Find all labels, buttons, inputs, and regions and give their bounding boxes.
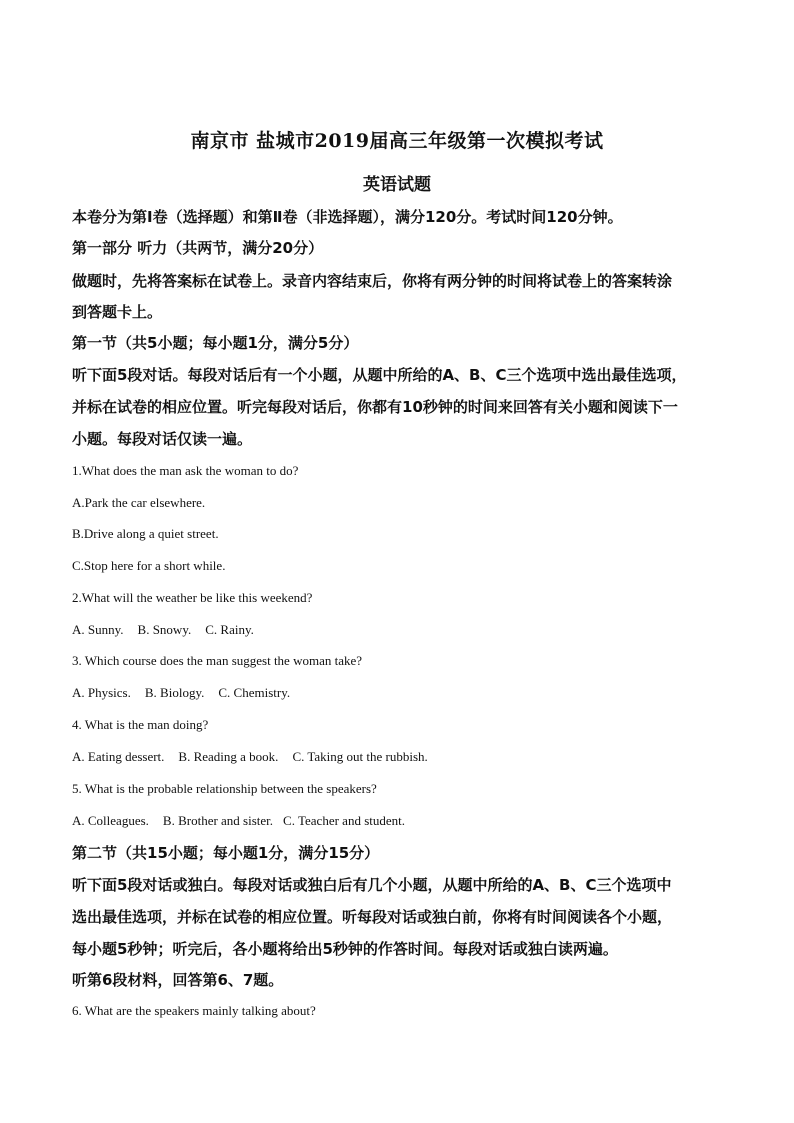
question-2-option-c: C. Rainy.	[205, 622, 254, 637]
section1-instruction-line-2: 并标在试卷的相应位置。听完每段对话后，你都有10秒钟的时间来回答有关小题和阅读下一	[72, 398, 678, 416]
question-5: 5. What is the probable relationship between the speakers?	[72, 781, 377, 796]
question-4-option-a: A. Eating dessert.	[72, 749, 165, 764]
question-4-option-c: C. Taking out the rubbish.	[292, 749, 428, 764]
question-6: 6. What are the speakers mainly talking about?	[72, 1003, 316, 1018]
question-3-option-c: C. Chemistry.	[218, 685, 291, 700]
question-2-options	[72, 621, 732, 639]
question-4: 4. What is the man doing?	[72, 717, 209, 732]
question-3-option-a: A. Physics.	[72, 685, 131, 700]
part1-instruction-line-1: 做题时，先将答案标在试卷上。录音内容结束后，你将有两分钟的时间将试卷上的答案转涂	[72, 272, 673, 290]
section2-instruction-line-3: 每小题5秒钟；听完后，各小题将给出5秒钟的作答时间。每段对话或独白读两遍。	[72, 940, 618, 958]
question-3-option-b: B. Biology.	[144, 685, 205, 700]
section1-title: 第一节（共5小题；每小题1分，满分5分）	[72, 334, 359, 352]
exam-subtitle: 英语试题	[363, 175, 431, 195]
question-4-option-b: B. Reading a book.	[178, 749, 279, 764]
question-5-option-b: B. Brother and sister.	[162, 813, 274, 828]
question-3-options	[72, 684, 732, 702]
section2-instruction-line-1: 听下面5段对话或独白。每段对话或独白后有几个小题，从题中所给的A、B、C三个选项中	[72, 876, 672, 894]
question-4-options	[72, 748, 732, 766]
section1-instruction-line-1: 听下面5段对话。每段对话后有一个小题，从题中所给的A、B、C三个选项中选出最佳选项，	[72, 366, 687, 384]
exam-title: 南京市 盐城市2019届高三年级第一次模拟考试	[190, 130, 604, 152]
question-1-option-b: B.Drive along a quiet street.	[72, 526, 219, 541]
question-5-option-c: C. Teacher and student.	[283, 813, 405, 828]
question-1-option-a: A.Park the car elsewhere.	[72, 495, 206, 510]
section2-instruction-line-2: 选出最佳选项，并标在试卷的相应位置。听每段对话或独白前，你将有时间阅读各个小题，	[72, 908, 673, 926]
material-6-instruction: 听第6段材料，回答第6、7题。	[72, 971, 284, 989]
paper-note: 本卷分为第Ⅰ卷（选择题）和第Ⅱ卷（非选择题），满分120分。考试时间120分钟。	[72, 208, 623, 226]
question-2-option-b: B. Snowy.	[137, 622, 192, 637]
section2-title: 第二节（共15小题；每小题1分，满分15分）	[72, 844, 380, 862]
question-1: 1.What does the man ask the woman to do?	[72, 463, 299, 478]
question-5-options	[72, 812, 732, 830]
question-5-option-a: A. Colleagues.	[72, 813, 149, 828]
question-2-option-a: A. Sunny.	[72, 622, 124, 637]
section1-instruction-line-3: 小题。每段对话仅读一遍。	[72, 430, 253, 448]
question-2: 2.What will the weather be like this weekend?	[72, 590, 313, 605]
question-1-option-c: C.Stop here for a short while.	[72, 558, 226, 573]
question-3: 3. Which course does the man suggest the woman take?	[72, 653, 363, 668]
part1-title: 第一部分 听力（共两节，满分20分）	[72, 239, 324, 257]
part1-instruction-line-2: 到答题卡上。	[72, 303, 163, 321]
